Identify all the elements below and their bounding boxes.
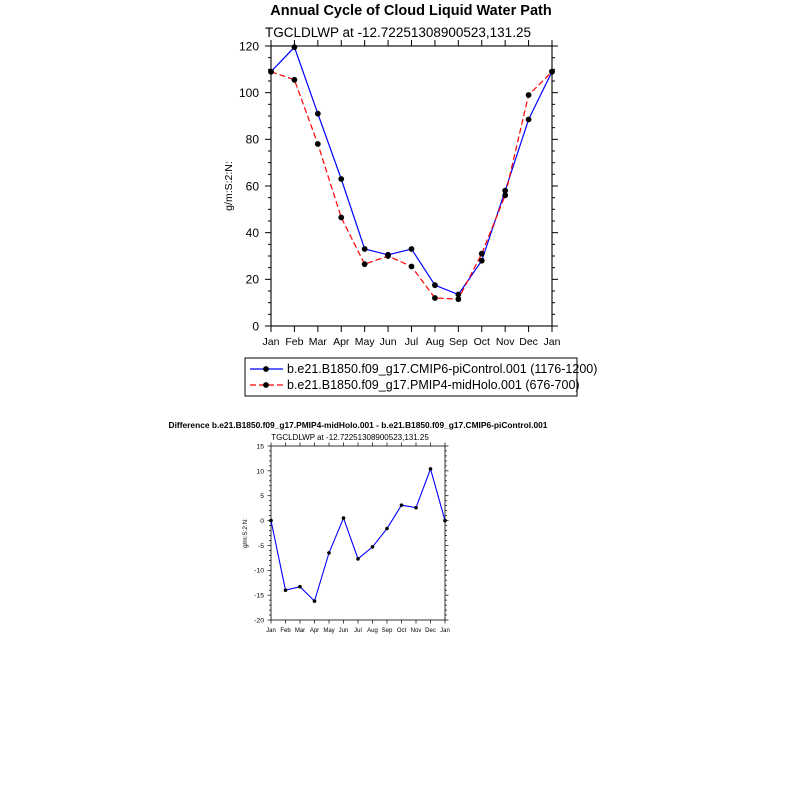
x-tick-label: Nov (410, 628, 422, 634)
data-point-s1 (409, 264, 415, 270)
data-point-s1 (479, 251, 485, 257)
data-point-s1 (526, 92, 532, 98)
data-point-s0 (292, 44, 298, 50)
data-point-s1 (268, 69, 274, 75)
y-tick-label: 120 (238, 39, 259, 54)
y-tick-label: 100 (238, 85, 259, 100)
y-tick-label: 80 (245, 132, 259, 147)
y-tick-label: 20 (245, 272, 259, 287)
legend-marker-midholo (263, 382, 269, 388)
x-tick-label: Jan (262, 336, 280, 348)
chart-subtitle: TGCLDLWP at -12.72251308900523,131.25 (265, 25, 531, 40)
difference-chart-title: Difference b.e21.B1850.f09_g17.PMIP4-midHolo.001 - b.e21.B1850.f09_g17.CMIP6-piControl.001 (168, 420, 548, 430)
x-tick-label: Apr (333, 336, 350, 348)
x-tick-label: Sep (381, 628, 393, 634)
data-point-s0 (429, 467, 433, 471)
x-tick-label: Jun (379, 336, 397, 348)
data-point-s0 (526, 117, 532, 123)
x-tick-label: Sep (448, 336, 468, 348)
legend-label-picontrol: b.e21.B1850.f09_g17.CMIP6-piControl.001 (1176-1200) (287, 362, 598, 376)
series-line-0 (271, 47, 552, 294)
y-tick-label: 15 (256, 443, 264, 451)
data-point-s0 (269, 519, 273, 523)
data-point-s0 (385, 527, 389, 531)
chart-title: Annual Cycle of Cloud Liquid Water Path (270, 3, 552, 19)
data-point-s0 (414, 506, 418, 510)
x-tick-label: Apr (309, 628, 320, 634)
main-chart-points (268, 44, 555, 302)
data-point-s1 (362, 261, 368, 267)
data-point-s0 (356, 557, 360, 561)
x-tick-label: Feb (285, 336, 304, 348)
data-point-s0 (362, 246, 368, 252)
data-point-s0 (298, 585, 302, 589)
data-point-s1 (338, 215, 344, 221)
data-point-s1 (385, 253, 391, 259)
x-tick-label: Oct (473, 336, 490, 348)
x-tick-label: Aug (425, 336, 445, 348)
series-line-0 (271, 469, 445, 601)
data-point-s1 (432, 295, 438, 301)
x-tick-label: May (354, 336, 375, 348)
y-tick-label: 0 (252, 319, 259, 334)
data-point-s0 (432, 282, 438, 288)
data-point-s1 (292, 77, 298, 83)
x-tick-label: Mar (308, 336, 327, 348)
x-tick-label: Dec (425, 628, 436, 634)
main-chart-axes (239, 39, 561, 348)
x-tick-label: Nov (495, 336, 515, 348)
legend-label-midholo: b.e21.B1850.f09_g17.PMIP4-midHolo.001 (676-700) (287, 378, 580, 392)
y-tick-label: 60 (245, 179, 259, 194)
y-tick-label: 0 (260, 518, 264, 526)
plot-frame (271, 446, 445, 620)
x-tick-label: May (323, 628, 335, 634)
y-tick-label: -5 (257, 542, 264, 550)
main-chart-lines (271, 47, 552, 299)
y-tick-label: 40 (245, 225, 259, 240)
data-point-s1 (502, 192, 508, 198)
data-point-s0 (342, 516, 346, 520)
x-tick-label: Jan (266, 628, 276, 634)
data-point-s0 (313, 599, 317, 603)
x-tick-label: Aug (367, 628, 378, 634)
data-point-s0 (327, 551, 331, 555)
y-tick-label: 5 (260, 493, 264, 501)
y-tick-label: -15 (254, 592, 264, 600)
data-point-s0 (479, 258, 485, 264)
legend-marker-picontrol (263, 366, 269, 372)
data-point-s0 (284, 588, 288, 592)
difference-chart-lines (271, 469, 445, 601)
x-tick-label: Feb (280, 628, 291, 634)
x-tick-label: Jul (354, 628, 362, 634)
y-tick-label: 10 (256, 468, 264, 476)
x-tick-label: Jul (404, 336, 419, 348)
data-point-s1 (549, 69, 555, 75)
x-tick-label: Oct (396, 628, 407, 634)
y-tick-label: -10 (254, 567, 264, 575)
plot-frame (271, 46, 552, 326)
y-axis-label: g/m:S:2:N: (223, 161, 235, 211)
data-point-s0 (400, 503, 404, 507)
data-point-s1 (315, 141, 321, 147)
difference-y-axis-label: g/m:S:2:N: (242, 518, 249, 548)
y-tick-label: -20 (254, 617, 264, 625)
difference-chart-subtitle: TGCLDLWP at -12.72251308900523,131.25 (271, 433, 429, 442)
data-point-s0 (315, 111, 321, 117)
difference-chart-axes (254, 443, 450, 635)
x-tick-label: Jan (440, 628, 450, 634)
data-point-s0 (338, 176, 344, 182)
x-tick-label: Dec (519, 336, 538, 348)
x-tick-label: Mar (294, 628, 306, 634)
x-tick-label: Jan (543, 336, 561, 348)
data-point-s0 (371, 545, 375, 549)
data-point-s0 (409, 246, 415, 252)
data-point-s1 (455, 296, 461, 302)
x-tick-label: Jun (338, 628, 349, 634)
data-point-s0 (443, 519, 447, 523)
difference-chart-points (269, 467, 447, 603)
